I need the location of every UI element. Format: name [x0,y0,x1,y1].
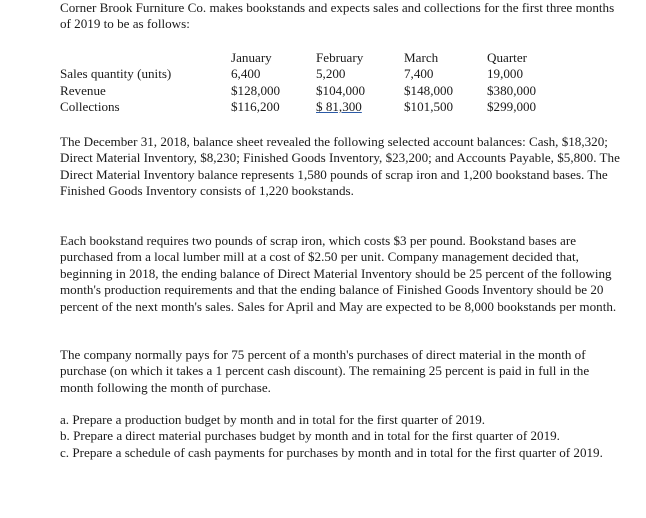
table-header-row [60,50,577,66]
cell-march: $101,500 [404,99,454,115]
cell-january: $128,000 [231,82,281,98]
task-a: a. Prepare a production budget by month and in total for the first quarter of 2019. [60,412,486,427]
task-c: c. Prepare a schedule of cash payments for purchases by month and in total for the first quarter of 2019. [60,444,603,460]
table-row-sales-quantity [60,66,577,82]
cell-february: 5,200 [316,66,346,82]
cell-february: $104,000 [316,82,366,98]
row-label: Sales quantity (units) [60,66,172,82]
underlined-value: $ 81,300 [316,99,362,115]
header-quarter: Quarter [487,50,527,65]
header-january: January [231,50,272,65]
table-row-collections [60,99,577,115]
cell-january: $116,200 [231,99,280,115]
cell-march: $148,000 [404,82,454,98]
payment-terms-paragraph: The company normally pays for 75 percent of a month's purchases of direct material in the month of purchase (on which it takes a 1 percent cash discount). The remaining 25 percent is paid in full in the month following the month of purchase. [60,347,590,395]
task-list [60,412,620,461]
task-b: b. Prepare a direct material purchases budget by month and in total for the first quarter of 2019. [60,428,560,444]
cell-january: 6,400 [231,66,261,82]
header-march: March [404,50,439,65]
cell-quarter: $299,000 [487,99,537,115]
sales-collections-table [60,50,577,116]
header-february: February [316,50,364,65]
cell-march: 7,400 [404,66,434,82]
balance-sheet-paragraph: The December 31, 2018, balance sheet revealed the following selected account balances: Cash, $18,320; Direct Material Inventory, $8,230; Finished Goods Inventory, $23,200; and Accounts Payable, $5,800. The Direct Material Inventory balance represents 1,580 pounds of scrap iron and 1,200 bookstand bases. The Finished Goods Inventory consists of 1,220 bookstands. [60,134,620,199]
material-requirements-paragraph: Each bookstand requires two pounds of scrap iron, which costs $3 per pound. Bookstand bases are purchased from a local lumber mill at a cost of $2.50 per unit. Company management decided that, beginning in 2018, the ending balance of Direct Material Inventory should be 25 percent of the following month's production requirements and that the ending balance of Finished Goods Inventory should be 20 percent of the next month's sales. Sales for April and May are expected to be 8,000 bookstands per month. [60,233,617,314]
cell-quarter: $380,000 [487,82,537,98]
intro-paragraph: Corner Brook Furniture Co. makes bookstands and expects sales and collections for the first three months of 2019 to be as follows: [60,0,615,32]
cell-february [316,99,404,115]
row-label: Collections [60,99,120,115]
table-row-revenue [60,83,577,99]
row-label: Revenue [60,82,106,98]
header-blank [60,50,231,66]
cell-quarter: 19,000 [487,66,524,82]
